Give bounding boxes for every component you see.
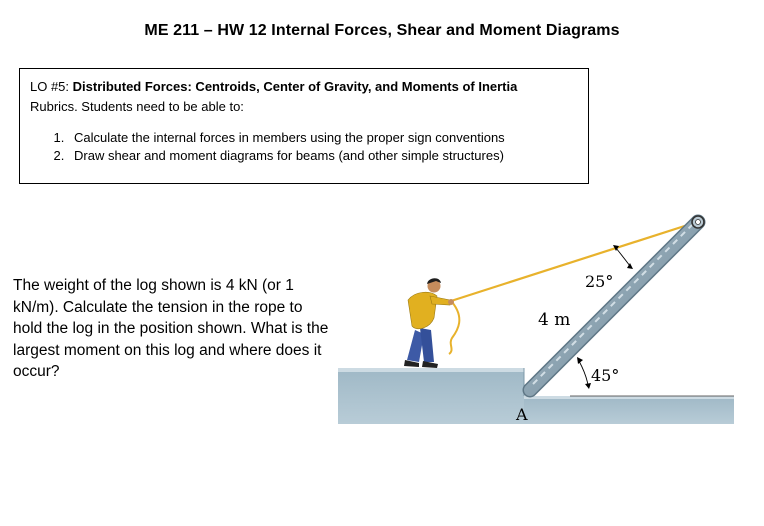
person-leg-front (420, 328, 434, 362)
lo-prefix: LO #5: (30, 79, 73, 94)
problem-statement: The weight of the log shown is 4 kN (or 1 kN/m). Calculate the tension in the rope to hold the log in the position shown. What is the largest moment on this log and where does it occur? (13, 277, 329, 380)
log (530, 216, 704, 390)
rope-slack (449, 302, 459, 354)
lo-heading: Distributed Forces: Centroids, Center of Gravity, and Moments of Inertia (72, 79, 518, 94)
rubric-item: 1. Calculate the internal forces in members using the proper sign conventions (68, 129, 578, 147)
rubrics-text: Rubrics. Students need to be able to: (30, 99, 244, 114)
label-ground-angle: 45° (591, 366, 620, 385)
person-hand (448, 299, 454, 305)
label-rope-angle: 25° (585, 272, 614, 291)
ground-angle-arc (579, 361, 588, 385)
label-support-a: A (516, 405, 528, 424)
lower-ground-edge (524, 396, 734, 399)
rubric-item: 2. Draw shear and moment diagrams for beams (and other simple structures) (68, 147, 578, 165)
log-end-hole (696, 220, 701, 225)
lower-ground (524, 396, 734, 424)
log-body (530, 222, 698, 390)
page-title: ME 211 – HW 12 Internal Forces, Shear and Moment Diagrams (144, 22, 620, 39)
upper-ledge (338, 368, 524, 424)
person-shoe-front (422, 361, 438, 368)
rope-angle-arc (616, 248, 630, 266)
label-log-length: 4 m (538, 310, 571, 330)
rope (449, 222, 697, 354)
person-pulling-rope (404, 278, 454, 368)
upper-ledge-edge (338, 368, 524, 372)
person-arm (430, 296, 450, 305)
